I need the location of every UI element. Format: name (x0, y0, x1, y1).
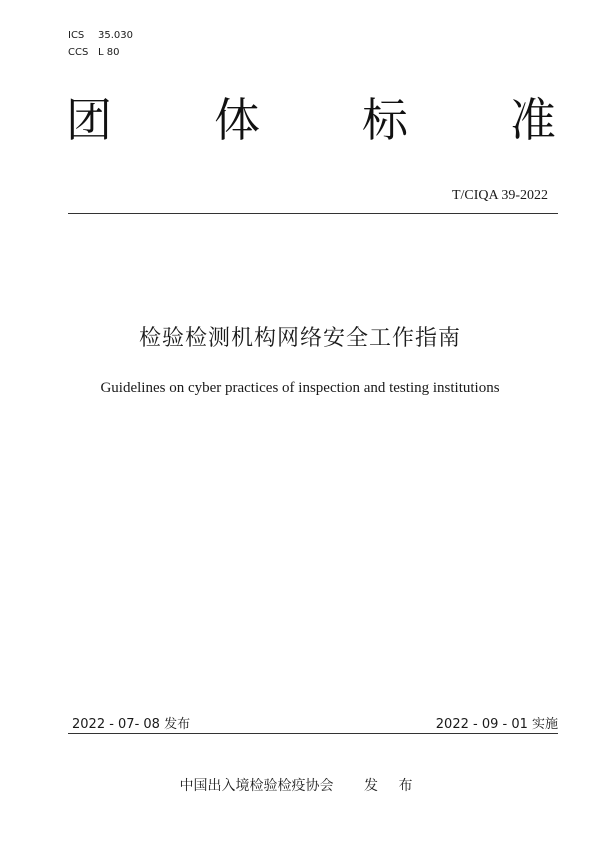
ics-label: ICS (68, 30, 85, 41)
ccs-row (68, 44, 133, 61)
ics-value: 35.030 (98, 30, 133, 41)
standard-type-char: 体 (214, 93, 260, 147)
publish-date: 2022 - 07- 08 发布 (72, 717, 191, 732)
issuer-line (0, 775, 600, 795)
standard-type-char: 标 (362, 93, 408, 147)
implement-date: 2022 - 09 - 01 实施 (435, 717, 558, 732)
document-title-en: Guidelines on cyber practices of inspection and testing institutions (100, 380, 500, 396)
ccs-label: CCS (68, 47, 89, 58)
document-title-zh: 检验检测机构网络安全工作指南 (138, 326, 461, 351)
classification-block (68, 27, 133, 61)
standard-number: T/CIQA 39-2022 (451, 188, 548, 203)
issuer-action: 发 布 (364, 778, 421, 794)
top-divider (68, 213, 558, 214)
standard-type-char: 准 (510, 93, 556, 147)
ics-row (68, 27, 133, 44)
ccs-value: L 80 (98, 47, 120, 58)
bottom-divider (68, 733, 558, 734)
standard-type-heading (66, 92, 556, 148)
standard-type-char: 团 (66, 93, 112, 147)
issuer-name: 中国出入境检验检疫协会 (179, 778, 334, 794)
